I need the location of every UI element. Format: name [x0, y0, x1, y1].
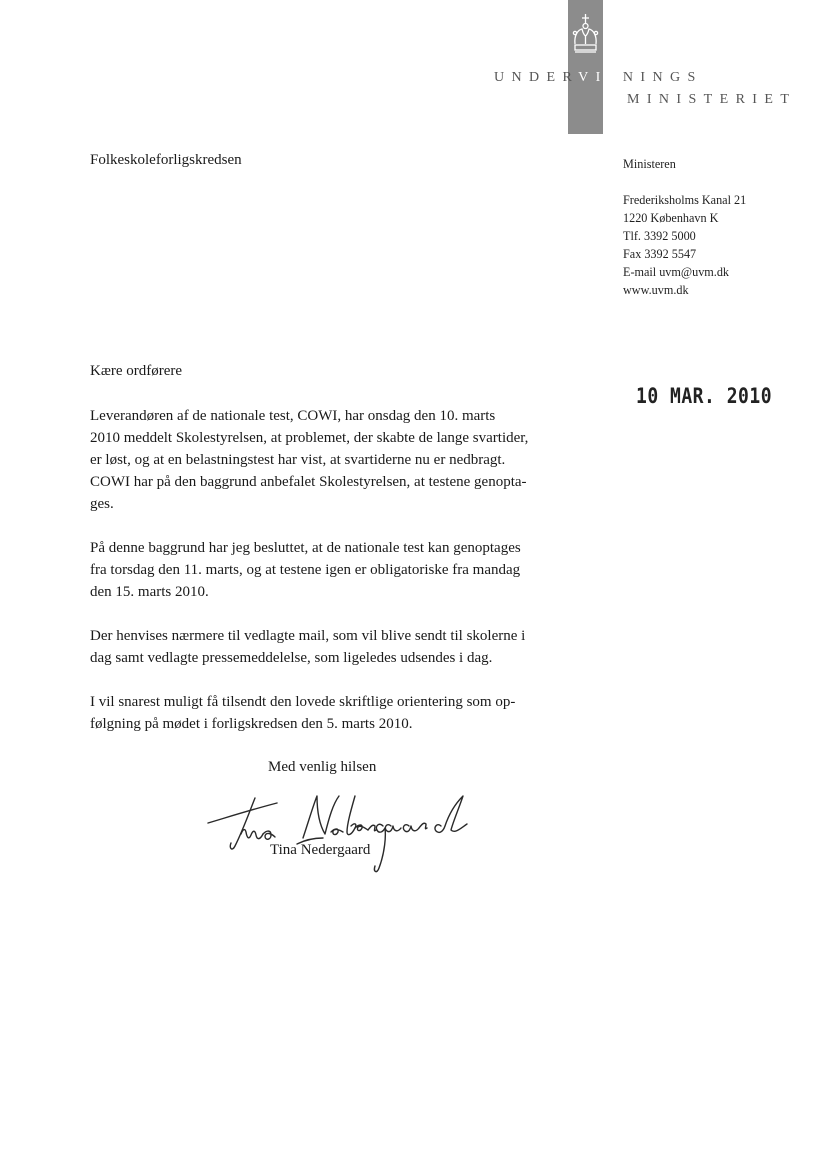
- address-line: Tlf. 3392 5000: [623, 229, 696, 243]
- paragraph: [90, 625, 570, 669]
- sender-address: [623, 191, 746, 299]
- paragraph-line: dag samt vedlagte pressemeddelelse, som ligeledes udsendes i dag.: [90, 650, 493, 666]
- paragraph: [90, 405, 570, 515]
- closing: Med venlig hilsen: [268, 759, 377, 775]
- date-stamp: 10 MAR. 2010: [636, 384, 773, 410]
- handwritten-signature: [205, 788, 480, 880]
- website-line: www.uvm.dk: [623, 283, 689, 297]
- address-line: Fax 3392 5547: [623, 247, 697, 261]
- paragraph-line: ges.: [90, 496, 114, 512]
- address-line: Frederiksholms Kanal 21: [623, 193, 747, 207]
- paragraph-line: følgning på mødet i forligskredsen den 5. marts 2010.: [90, 716, 413, 732]
- paragraph: [90, 537, 570, 603]
- salutation: Kære ordførere: [90, 363, 183, 379]
- paragraph: [90, 691, 570, 735]
- paragraph-line: På denne baggrund har jeg besluttet, at de nationale test kan genoptages: [90, 540, 521, 556]
- logo-text-pre: UNDER: [494, 70, 579, 85]
- logo-text-highlight: VIS: [578, 70, 623, 85]
- signer-name: Tina Nedergaard: [270, 842, 371, 858]
- paragraph-line: I vil snarest muligt få tilsendt den lovede skriftlige orientering som op-: [90, 694, 516, 710]
- paragraph-line: den 15. marts 2010.: [90, 584, 209, 600]
- address-line: 1220 København K: [623, 211, 719, 225]
- logo-wordmark-line2: MINISTERIET: [627, 92, 797, 107]
- paragraph-line: er løst, og at en belastningstest har vist, at svartiderne nu er nedbragt.: [90, 452, 506, 468]
- paragraph-line: fra torsdag den 11. marts, og at testene igen er obligatoriske fra mandag: [90, 562, 521, 578]
- recipient: Folkeskoleforligskredsen: [90, 152, 242, 168]
- logo-wordmark-line1: [494, 70, 703, 86]
- paragraph-line: Leverandøren af de nationale test, COWI, har onsdag den 10. marts: [90, 408, 496, 424]
- paragraph-line: 2010 meddelt Skolestyrelsen, at problemet, der skabte de lange svartider,: [90, 430, 529, 446]
- paragraph-line: COWI har på den baggrund anbefalet Skolestyrelsen, at testene genopta-: [90, 474, 527, 490]
- logo-text-post: NINGS: [622, 70, 703, 85]
- email-line: E-mail uvm@uvm.dk: [623, 265, 730, 279]
- letter-body: [90, 405, 570, 757]
- sender-title: Ministeren: [623, 157, 676, 171]
- crown-icon: [568, 8, 603, 60]
- paragraph-line: Der henvises nærmere til vedlagte mail, som vil blive sendt til skolerne i: [90, 628, 526, 644]
